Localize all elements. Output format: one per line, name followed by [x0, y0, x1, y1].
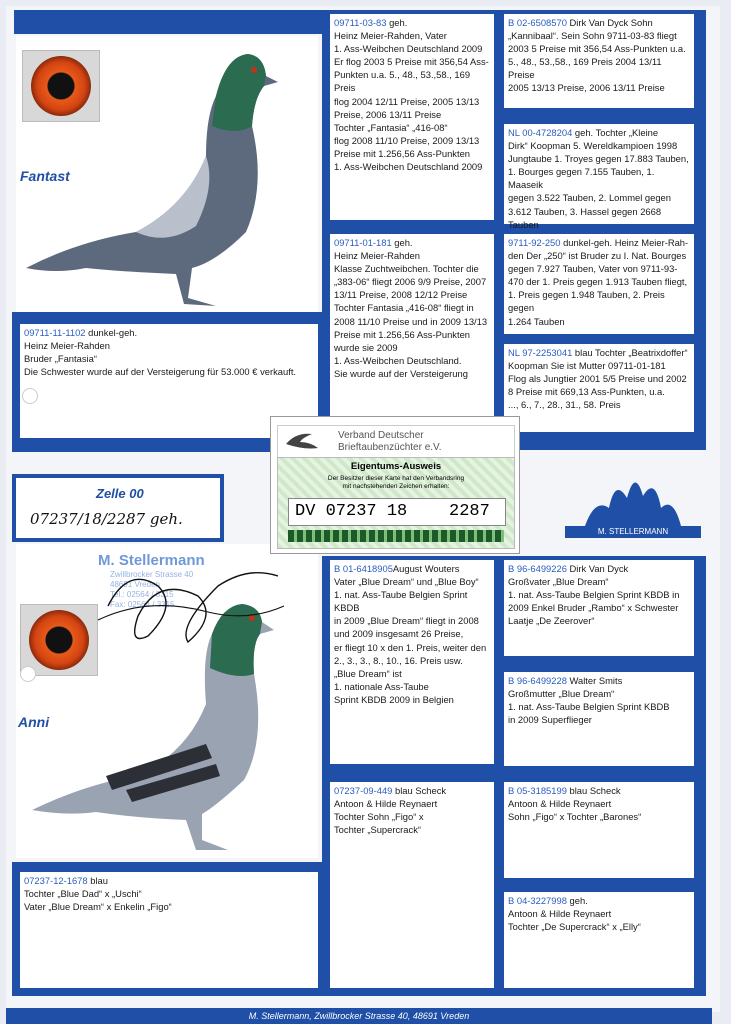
stamp-line: Fax: 02564 / 3315 — [110, 600, 175, 609]
pedigree-box-mother — [330, 234, 494, 422]
pedigree-line-text: Walter Smits — [566, 675, 623, 686]
pedigree-line: Heinz Meier-Rahden — [334, 250, 420, 262]
pedigree-line: Antoon & Hilde Reynaert — [508, 908, 612, 920]
card-ring-main: DV 07237 18 — [295, 502, 408, 521]
pedigree-line: 8 Preise mit 669,13 Ass-Punkten, u.a. — [508, 386, 665, 398]
pedigree-line: 1. Preis gegen 1.948 Tauben, 2. Preis gegen — [508, 289, 665, 314]
stamp-line: Tel.: 02564 / 3315 — [110, 590, 174, 599]
card-title: Eigentums-Ausweis — [350, 461, 442, 472]
pedigree-line: Tochter Fantasia „416-08“ fliegt in — [334, 302, 474, 314]
pedigree-line: Klasse Zuchtweibchen. Tochter die — [334, 263, 479, 275]
pedigree-line-text: blau Scheck — [392, 785, 447, 796]
pedigree-box-grandmother-2 — [504, 344, 694, 432]
card-body — [277, 457, 515, 549]
ring-number: B 05-3185199 — [508, 785, 567, 796]
ring-number: B 96-6499226 — [508, 563, 567, 574]
pedigree-line: Die Schwester wurde auf der Versteigerung für 53.000 € verkauft. — [24, 366, 297, 378]
pedigree-box-grandfather-anni-2 — [504, 782, 694, 878]
pedigree-line: „Kannibaal“. Sein Sohn 9711-03-83 fliegt — [508, 30, 677, 42]
card-ring-number — [288, 498, 506, 526]
pedigree-line: in 2009 „Blue Dream“ fliegt in 2008 — [334, 615, 479, 627]
pedigree-line-text: dunkel-geh. Heinz Meier-Rah- — [560, 237, 689, 248]
ring-number: B 01-6418905 — [334, 563, 393, 574]
pedigree-line: Tochter Sohn „Figo“ x — [334, 811, 424, 823]
pedigree-line — [508, 562, 690, 575]
pedigree-line: Heinz Meier-Rahden, Vater — [334, 30, 447, 42]
pedigree-line: Sie wurde auf der Versteigerung — [334, 367, 468, 379]
eye-photo-fantast — [22, 50, 100, 122]
pedigree-line: „383-06“ fliegt 2006 9/9 Preise, 2007 — [334, 276, 487, 288]
pedigree-line: er fliegt 10 x den 1. Preis, weiter den — [334, 641, 487, 653]
pedigree-line — [508, 894, 690, 907]
footer-address: M. Stellermann, Zwillbrocker Strasse 40, 48691 Vreden — [6, 1008, 712, 1024]
pedigree-line: Großvater „Blue Dream“ — [508, 576, 609, 588]
pedigree-line: Tochter „De Supercrack“ x „Elly“ — [508, 921, 641, 933]
pedigree-line: 2., 3., 3., 8., 10., 16. Preis usw. — [334, 654, 463, 666]
pedigree-line: in 2009 Superflieger — [508, 714, 592, 726]
ring-number: 07237-12-1678 — [24, 875, 88, 886]
pedigree-line — [508, 126, 690, 139]
card-subtitle — [278, 475, 514, 491]
card-ring-suffix: 2287 — [449, 502, 490, 521]
pedigree-line: Vater „Blue Dream“ x Enkelin „Figo“ — [24, 901, 172, 913]
pedigree-line: 1. nat. Ass-Taube Belgien Sprint KBDB — [508, 701, 670, 713]
pedigree-line-text: geh. — [566, 895, 588, 906]
pedigree-line: „Blue Dream“ ist — [334, 667, 402, 679]
pedigree-line: ..., 6., 7., 28., 31., 58. Preis — [508, 399, 621, 411]
stamp-line: 48691 Vreden — [110, 580, 160, 589]
pedigree-line — [334, 16, 490, 29]
pedigree-line: Sohn „Figo“ x Tochter „Barones“ — [508, 811, 642, 823]
pedigree-line: Preise, 2006 13/11 Preise — [334, 108, 442, 120]
pedigree-line: Preise mit 1.256,56 Ass-Punkten — [334, 147, 471, 159]
pedigree-line: Punkten u.a. 5., 48., 53.,58., 169 Preis — [334, 69, 471, 94]
pedigree-line: Tochter „Blue Dad“ x „Uschi“ — [24, 888, 142, 900]
pedigree-line: 1. Ass-Weibchen Deutschland 2009 — [334, 161, 483, 173]
pedigree-line: Großmutter „Blue Dream“ — [508, 688, 615, 700]
pedigree-line: 2009 Enkel Bruder „Rambo“ x Schwester — [508, 602, 679, 614]
dove-logo-icon — [282, 428, 322, 454]
stamp-line: Zwillbrocker Strasse 40 — [110, 570, 194, 579]
ring-number: B 02-6508570 — [508, 17, 567, 28]
ring-number: 09711-03-83 — [334, 17, 387, 28]
pedigree-line: gegen 3.522 Tauben, 2. Lommel gegen — [508, 192, 671, 204]
pedigree-line-text: Dirk Van Dyck Sohn — [566, 17, 653, 28]
pedigree-line: Laatje „De Zeerover“ — [508, 615, 595, 627]
signature-icon — [88, 546, 288, 656]
pedigree-line: 1. Ass-Weibchen Deutschland 2009 — [334, 43, 483, 55]
pedigree-line: 2005 13/13 Preise, 2006 13/11 Preise — [508, 82, 665, 94]
card-org-name — [338, 430, 442, 454]
pigeon-name-fantast: Fantast — [20, 168, 70, 184]
pedigree-line: Koopman Sie ist Mutter 09711-01-181 — [508, 360, 666, 372]
ring-number: 9711-92-250 — [508, 237, 561, 248]
pedigree-line — [508, 236, 690, 249]
pedigree-line: Tochter „Supercrack“ — [334, 824, 422, 836]
pedigree-line: 2008 11/10 Preise und in 2009 13/13 — [334, 315, 488, 327]
pedigree-box-mother-anni — [330, 782, 494, 988]
pedigree-line-text: dunkel-geh. — [85, 327, 138, 338]
pedigree-line — [334, 784, 490, 797]
pedigree-box-anni — [20, 872, 318, 988]
handwritten-ring-number: 07237/18/2287 geh. — [30, 510, 183, 528]
pedigree-line: 1. Ass-Weibchen Deutschland. — [334, 354, 462, 366]
pedigree-line: 5., 48., 53.,58., 169 Preis 2004 13/11 Preise — [508, 56, 662, 81]
ring-number: NL 97-2253041 — [508, 347, 573, 358]
pedigree-line: 3.612 Tauben, 3. Hassel gegen 2668 Tauben — [508, 205, 662, 230]
pedigree-box-grandmother-1 — [504, 124, 694, 230]
pedigree-line: Tochter „Fantasia“ „416-08“ — [334, 121, 448, 133]
card-barcode — [288, 530, 504, 542]
pedigree-line: gegen 7.927 Tauben, Vater von 9711-93- — [508, 263, 678, 275]
pedigree-line: Dirk“ Koopman 5. Wereldkampioen 1998 — [508, 140, 678, 152]
pedigree-line: Preise mit 1.256,56 Ass-Punkten — [334, 328, 471, 340]
card-header — [277, 425, 515, 459]
pedigree-line: und 2009 insgesamt 26 Preise, — [334, 628, 464, 640]
pedigree-line: 13/11 Preise, 2008 12/12 Preise — [334, 289, 468, 301]
pedigree-line — [508, 784, 690, 797]
ring-number: B 96-6499228 — [508, 675, 567, 686]
pedigree-box-grandmother-anni-1 — [504, 672, 694, 766]
pedigree-line: 1. nat. Ass-Taube Belgien Sprint KBDB in — [508, 589, 680, 601]
pedigree-box-grandfather-1 — [504, 14, 694, 108]
ownership-card — [270, 416, 520, 554]
pedigree-line: 1.264 Tauben — [508, 315, 565, 327]
pedigree-line — [334, 236, 490, 249]
pedigree-box-grandfather-2 — [504, 234, 694, 334]
ring-number: B 04-3227998 — [508, 895, 567, 906]
pedigree-line: Er flog 2003 5 Preise mit 356,54 Ass- — [334, 56, 489, 68]
eye-iris-icon — [29, 610, 89, 670]
pedigree-line: Jungtaube 1. Troyes gegen 17.883 Tauben, — [508, 153, 689, 165]
pedigree-box-grandfather-anni-1 — [504, 560, 694, 656]
pedigree-line: flog 2004 12/11 Preise, 2005 13/13 — [334, 95, 480, 107]
pedigree-line: 2003 5 Preise mit 356,54 Ass-Punkten u.a. — [508, 43, 686, 55]
pedigree-line: Bruder „Fantasia“ — [24, 353, 97, 365]
stamp-name: M. Stellermann — [98, 552, 205, 569]
pigeon-name-anni: Anni — [18, 714, 50, 730]
pedigree-line: Antoon & Hilde Reynaert — [334, 798, 438, 810]
card-org-line: Verband Deutscher — [338, 430, 424, 441]
ring-number: 09711-01-181 — [334, 237, 392, 248]
pedigree-box-grandmother-anni-2 — [504, 892, 694, 988]
pedigree-line-text: geh. — [391, 237, 413, 248]
card-sub-line: Der Besitzer dieser Karte hat den Verbandsring — [327, 475, 465, 482]
card-sub-line: mit nachstehenden Zeichen erhalten: — [342, 483, 450, 490]
cell-label-box — [12, 474, 224, 542]
ring-number: NL 00-4728204 — [508, 127, 573, 138]
card-org-line: Brieftaubenzüchter e.V. — [338, 442, 442, 453]
pedigree-line — [508, 674, 690, 687]
pedigree-line-text: geh. Tochter „Kleine — [572, 127, 659, 138]
pedigree-line: Antoon & Hilde Reynaert — [508, 798, 612, 810]
pedigree-line-text: Dirk Van Dyck — [566, 563, 629, 574]
punch-hole — [20, 666, 36, 682]
pedigree-line: Flog als Jungtier 2001 5/5 Preise und 2002 — [508, 373, 687, 385]
pedigree-line-text: blau — [87, 875, 108, 886]
pedigree-line — [334, 562, 490, 575]
eye-photo-anni — [20, 604, 98, 676]
pedigree-line: Vater „Blue Dream“ und „Blue Boy“ — [334, 576, 479, 588]
pedigree-line-text: blau Tochter „Beatrixdoffer“ — [572, 347, 688, 358]
pedigree-line: wurde sie 2009 — [334, 341, 398, 353]
pedigree-line: 1. Bourges gegen 7.155 Tauben, 1. Maaseik — [508, 166, 655, 191]
pedigree-line — [508, 346, 690, 359]
pedigree-line: 1. nat. Ass-Taube Belgien Sprint KBDB — [334, 589, 468, 614]
pedigree-line: Sprint KBDB 2009 in Belgien — [334, 693, 454, 705]
ring-number: 09711-11-1102 — [24, 327, 86, 338]
pedigree-line-text: blau Scheck — [566, 785, 621, 796]
pedigree-line — [24, 874, 314, 887]
pedigree-line: 1. nationale Ass-Taube — [334, 680, 429, 692]
pedigree-line — [508, 16, 690, 29]
pedigree-line: Heinz Meier-Rahden — [24, 340, 110, 352]
punch-hole — [22, 388, 38, 404]
eye-iris-icon — [31, 56, 91, 116]
pedigree-line: 470 der 1. Preis gegen 1.913 Tauben fliegt, — [508, 276, 688, 288]
pedigree-box-father — [330, 14, 494, 220]
pedigree-line-text: geh. — [386, 17, 408, 28]
brand-logo — [565, 468, 701, 538]
flame-logo-icon — [565, 468, 701, 528]
pedigree-box-father-anni — [330, 560, 494, 764]
cell-label: Zelle 00 — [96, 486, 144, 501]
pedigree-line-text: August Wouters — [392, 563, 460, 574]
pedigree-line: flog 2008 11/10 Preise, 2009 13/13 — [334, 134, 480, 146]
pedigree-line — [24, 326, 314, 339]
pedigree-line: den Der „250“ ist Bruder zu I. Nat. Bourges — [508, 250, 687, 262]
ring-number: 07237-09-449 — [334, 785, 393, 796]
frame-top — [14, 10, 322, 34]
brand-logo-text: M. STELLERMANN — [565, 526, 701, 538]
